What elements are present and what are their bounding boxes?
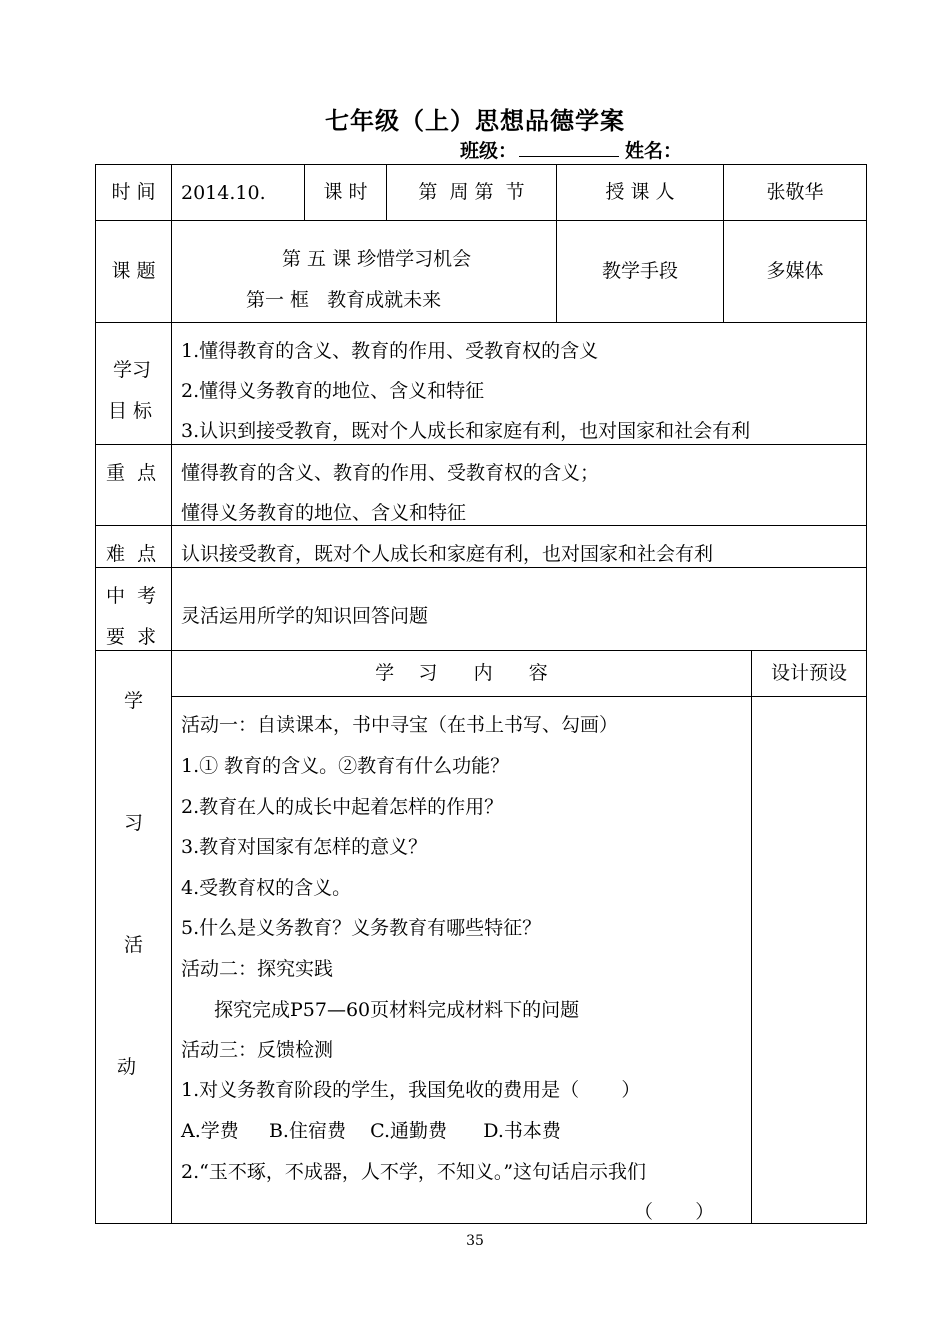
page-number: 35 <box>466 1233 484 1249</box>
time-value: 2014.10. <box>181 182 266 204</box>
name-label: 姓名： <box>625 140 683 162</box>
teacher-label: 授 课 人 <box>605 181 675 203</box>
key-point-line: 懂得教育的含义、教育的作用、受教育权的含义； <box>181 462 600 484</box>
activity-line: 2.教育在人的成长中起着怎样的作用？ <box>181 796 504 818</box>
exam-label-2: 要 求 <box>106 626 157 648</box>
goal-item: 3.认识到接受教育，既对个人成长和家庭有利，也对国家和社会有利 <box>181 420 751 442</box>
topic-line-1: 第 五 课 珍惜学习机会 <box>282 248 472 270</box>
key-points-label: 重 点 <box>106 462 157 484</box>
topic-label: 课 题 <box>111 260 156 282</box>
activity-line: A.学费 B.住宿费 C.通勤费 D.书本费 <box>181 1120 561 1142</box>
activity-side-char: 学 <box>124 690 144 712</box>
topic-line-2: 第一 框 教育成就未来 <box>246 289 442 311</box>
design-header: 设计预设 <box>770 662 847 684</box>
activity-side-char: 习 <box>124 812 144 834</box>
activity-line: 活动三：反馈检测 <box>181 1039 334 1061</box>
activity-line: 1.对义务教育阶段的学生，我国免收的费用是（ ） <box>181 1079 641 1101</box>
activity-line: 5.什么是义务教育？义务教育有哪些特征？ <box>181 917 542 939</box>
time-label: 时 间 <box>111 181 156 203</box>
goals-label-2: 目 标 <box>108 400 153 422</box>
activity-line: 4.受教育权的含义。 <box>181 877 352 899</box>
document-title: 七年级（上）思想品德学案 <box>325 107 625 135</box>
exam-text: 灵活运用所学的知识回答问题 <box>181 605 429 627</box>
activity-line: 2.“玉不琢，不成器，人不学，不知义。”这句话启示我们 <box>181 1161 647 1183</box>
key-point-line: 懂得义务教育的地位、含义和特征 <box>181 502 467 524</box>
goal-item: 1.懂得教育的含义、教育的作用、受教育权的含义 <box>181 340 599 362</box>
activity-line: （ ） <box>634 1201 715 1223</box>
difficulty-text: 认识接受教育，既对个人成长和家庭有利，也对国家和社会有利 <box>181 543 714 565</box>
difficulty-label: 难 点 <box>106 543 157 565</box>
content-header: 学 习 内 容 <box>375 662 548 684</box>
class-name-line <box>460 136 682 163</box>
class-label: 班级： <box>460 140 518 162</box>
activity-line: 活动一：自读课本，书中寻宝（在书上书写、勾画） <box>181 714 619 736</box>
goal-item: 2.懂得义务教育的地位、含义和特征 <box>181 380 485 402</box>
exam-label-1: 中 考 <box>106 585 157 607</box>
activity-line: 1.① 教育的含义。②教育有什么功能？ <box>181 755 510 777</box>
method-value: 多媒体 <box>766 260 824 282</box>
week-label: 第 周 第 节 <box>418 181 525 203</box>
period-label: 课 时 <box>323 181 368 203</box>
activity-side-char: 动 <box>117 1056 137 1078</box>
teacher-name: 张敬华 <box>766 181 824 203</box>
method-label: 教学手段 <box>601 260 678 282</box>
activity-line: 活动二：探究实践 <box>181 958 334 980</box>
activity-line: 探究完成P57—60页材料完成材料下的问题 <box>214 999 580 1021</box>
activity-side-char: 活 <box>124 934 144 956</box>
class-blank <box>519 140 619 157</box>
activity-line: 3.教育对国家有怎样的意义？ <box>181 836 428 858</box>
goals-label-1: 学习 <box>113 359 152 381</box>
